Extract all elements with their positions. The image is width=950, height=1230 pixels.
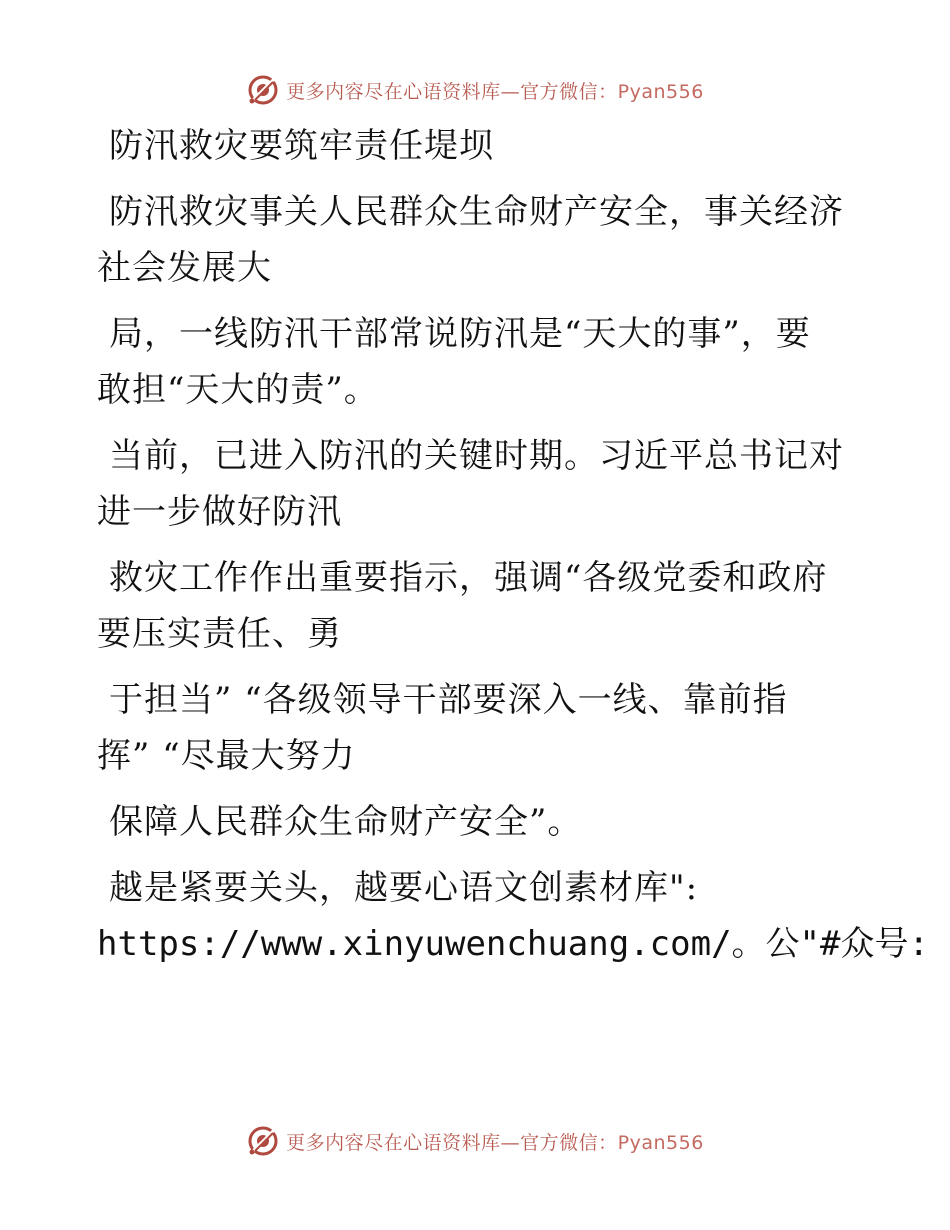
- paragraph-line: 社会发展大: [97, 248, 272, 288]
- document-body: [97, 118, 929, 972]
- paragraph-line: 当前，已进入防汛的关键时期。习近平总书记对: [109, 436, 844, 476]
- banner-text: 更多内容尽在心语资料库—官方微信：Pyan556: [286, 80, 704, 103]
- paragraph-line: 要压实责任、勇: [97, 614, 342, 654]
- paragraph-line: 越是紧要关头，越要心语文创素材库":: [109, 868, 699, 908]
- paragraph-line: 局，一线防汛干部常说防汛是“天大的事”，要: [109, 314, 811, 354]
- paragraph-line: 救灾工作作出重要指示，强调“各级党委和政府: [109, 558, 828, 598]
- paragraph-line: 防汛救灾事关人民群众生命财产安全，事关经济: [109, 192, 844, 232]
- paragraph-line: 挥” “尽最大努力: [97, 736, 356, 776]
- footer-watermark-banner: [0, 1121, 950, 1161]
- document-title: 防汛救灾要筑牢责任堤坝: [109, 126, 494, 166]
- url-line: https://www.xinyuwenchuang.com/。公"#众号:: [97, 924, 929, 964]
- header-watermark-banner: [0, 70, 950, 110]
- banner-text: 更多内容尽在心语资料库—官方微信：Pyan556: [286, 1131, 704, 1154]
- paragraph-line: 于担当” “各级领导干部要深入一线、靠前指: [109, 680, 788, 720]
- brand-logo-icon: [246, 73, 280, 107]
- paragraph-line: 进一步做好防汛: [97, 492, 342, 532]
- paragraph-line: 敢担“天大的责”。: [97, 370, 379, 410]
- brand-logo-icon: [246, 1124, 280, 1158]
- paragraph-line: 保障人民群众生命财产安全”。: [109, 802, 583, 842]
